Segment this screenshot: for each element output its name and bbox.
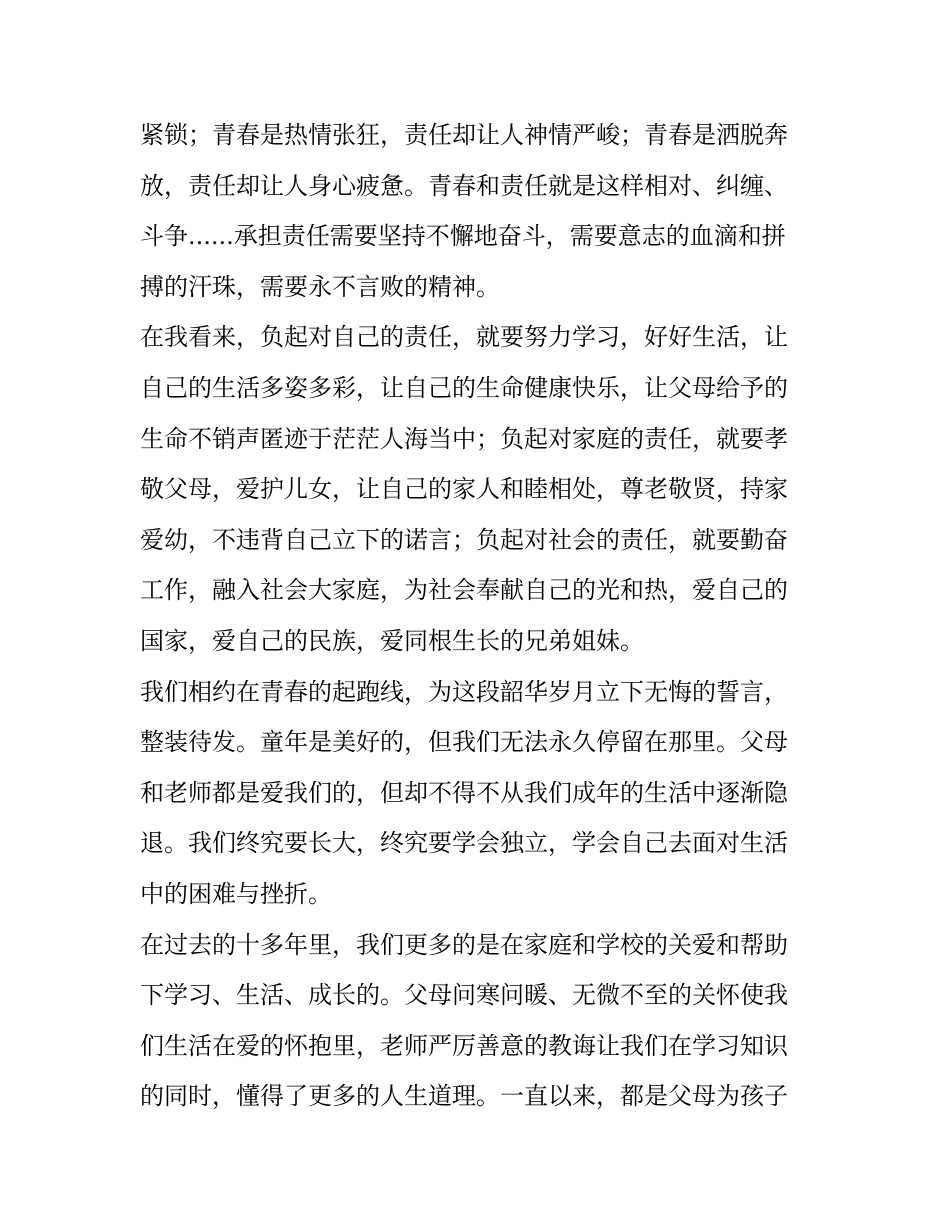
text-line: 自己的生活多姿多彩，让自己的生命健康快乐，让父母给予的 [140, 373, 788, 402]
text-line: 生命不销声匿迹于茫茫人海当中；负起对家庭的责任，就要孝 [140, 424, 788, 453]
text-line: 下学习、生活、成长的。父母问寒问暖、无微不至的关怀使我 [140, 981, 788, 1010]
text-line: 斗争......承担责任需要坚持不懈地奋斗，需要意志的血滴和拼 [140, 222, 786, 251]
text-line: 的同时，懂得了更多的人生道理。一直以来，都是父母为孩子 [140, 1082, 788, 1111]
text-line: 放，责任却让人身心疲惫。青春和责任就是这样相对、纠缠、 [140, 171, 788, 200]
text-line: 紧锁；青春是热情张狂，责任却让人神情严峻；青春是洒脱奔 [140, 121, 788, 149]
text-line: 爱幼，不违背自己立下的诺言；负起对社会的责任，就要勤奋 [140, 525, 788, 554]
text-line: 和老师都是爱我们的，但却不得不从我们成年的生活中逐渐隐 [140, 778, 788, 807]
text-line: 搏的汗珠，需要永不言败的精神。 [140, 272, 500, 301]
text-line: 中的困难与挫折。 [140, 879, 332, 908]
document-body [140, 110, 812, 1122]
text-line: 整装待发。童年是美好的，但我们无法永久停留在那里。父母 [140, 728, 788, 757]
text-line: 在过去的十多年里，我们更多的是在家庭和学校的关爱和帮助 [140, 930, 788, 959]
text-line: 国家，爱自己的民族，爱同根生长的兄弟姐妹。 [140, 626, 644, 655]
text-line: 在我看来，负起对自己的责任，就要努力学习，好好生活，让 [140, 323, 788, 352]
text-line: 敬父母，爱护儿女，让自己的家人和睦相处，尊老敬贤，持家 [140, 475, 788, 504]
text-line: 工作，融入社会大家庭，为社会奉献自己的光和热，爱自己的 [140, 576, 788, 605]
text-line: 我们相约在青春的起跑线，为这段韶华岁月立下无悔的誓言， [140, 677, 788, 706]
text-line: 们生活在爱的怀抱里，老师严厉善意的教诲让我们在学习知识 [140, 1031, 788, 1060]
text-line: 退。我们终究要长大，终究要学会独立，学会自己去面对生活 [140, 829, 788, 858]
